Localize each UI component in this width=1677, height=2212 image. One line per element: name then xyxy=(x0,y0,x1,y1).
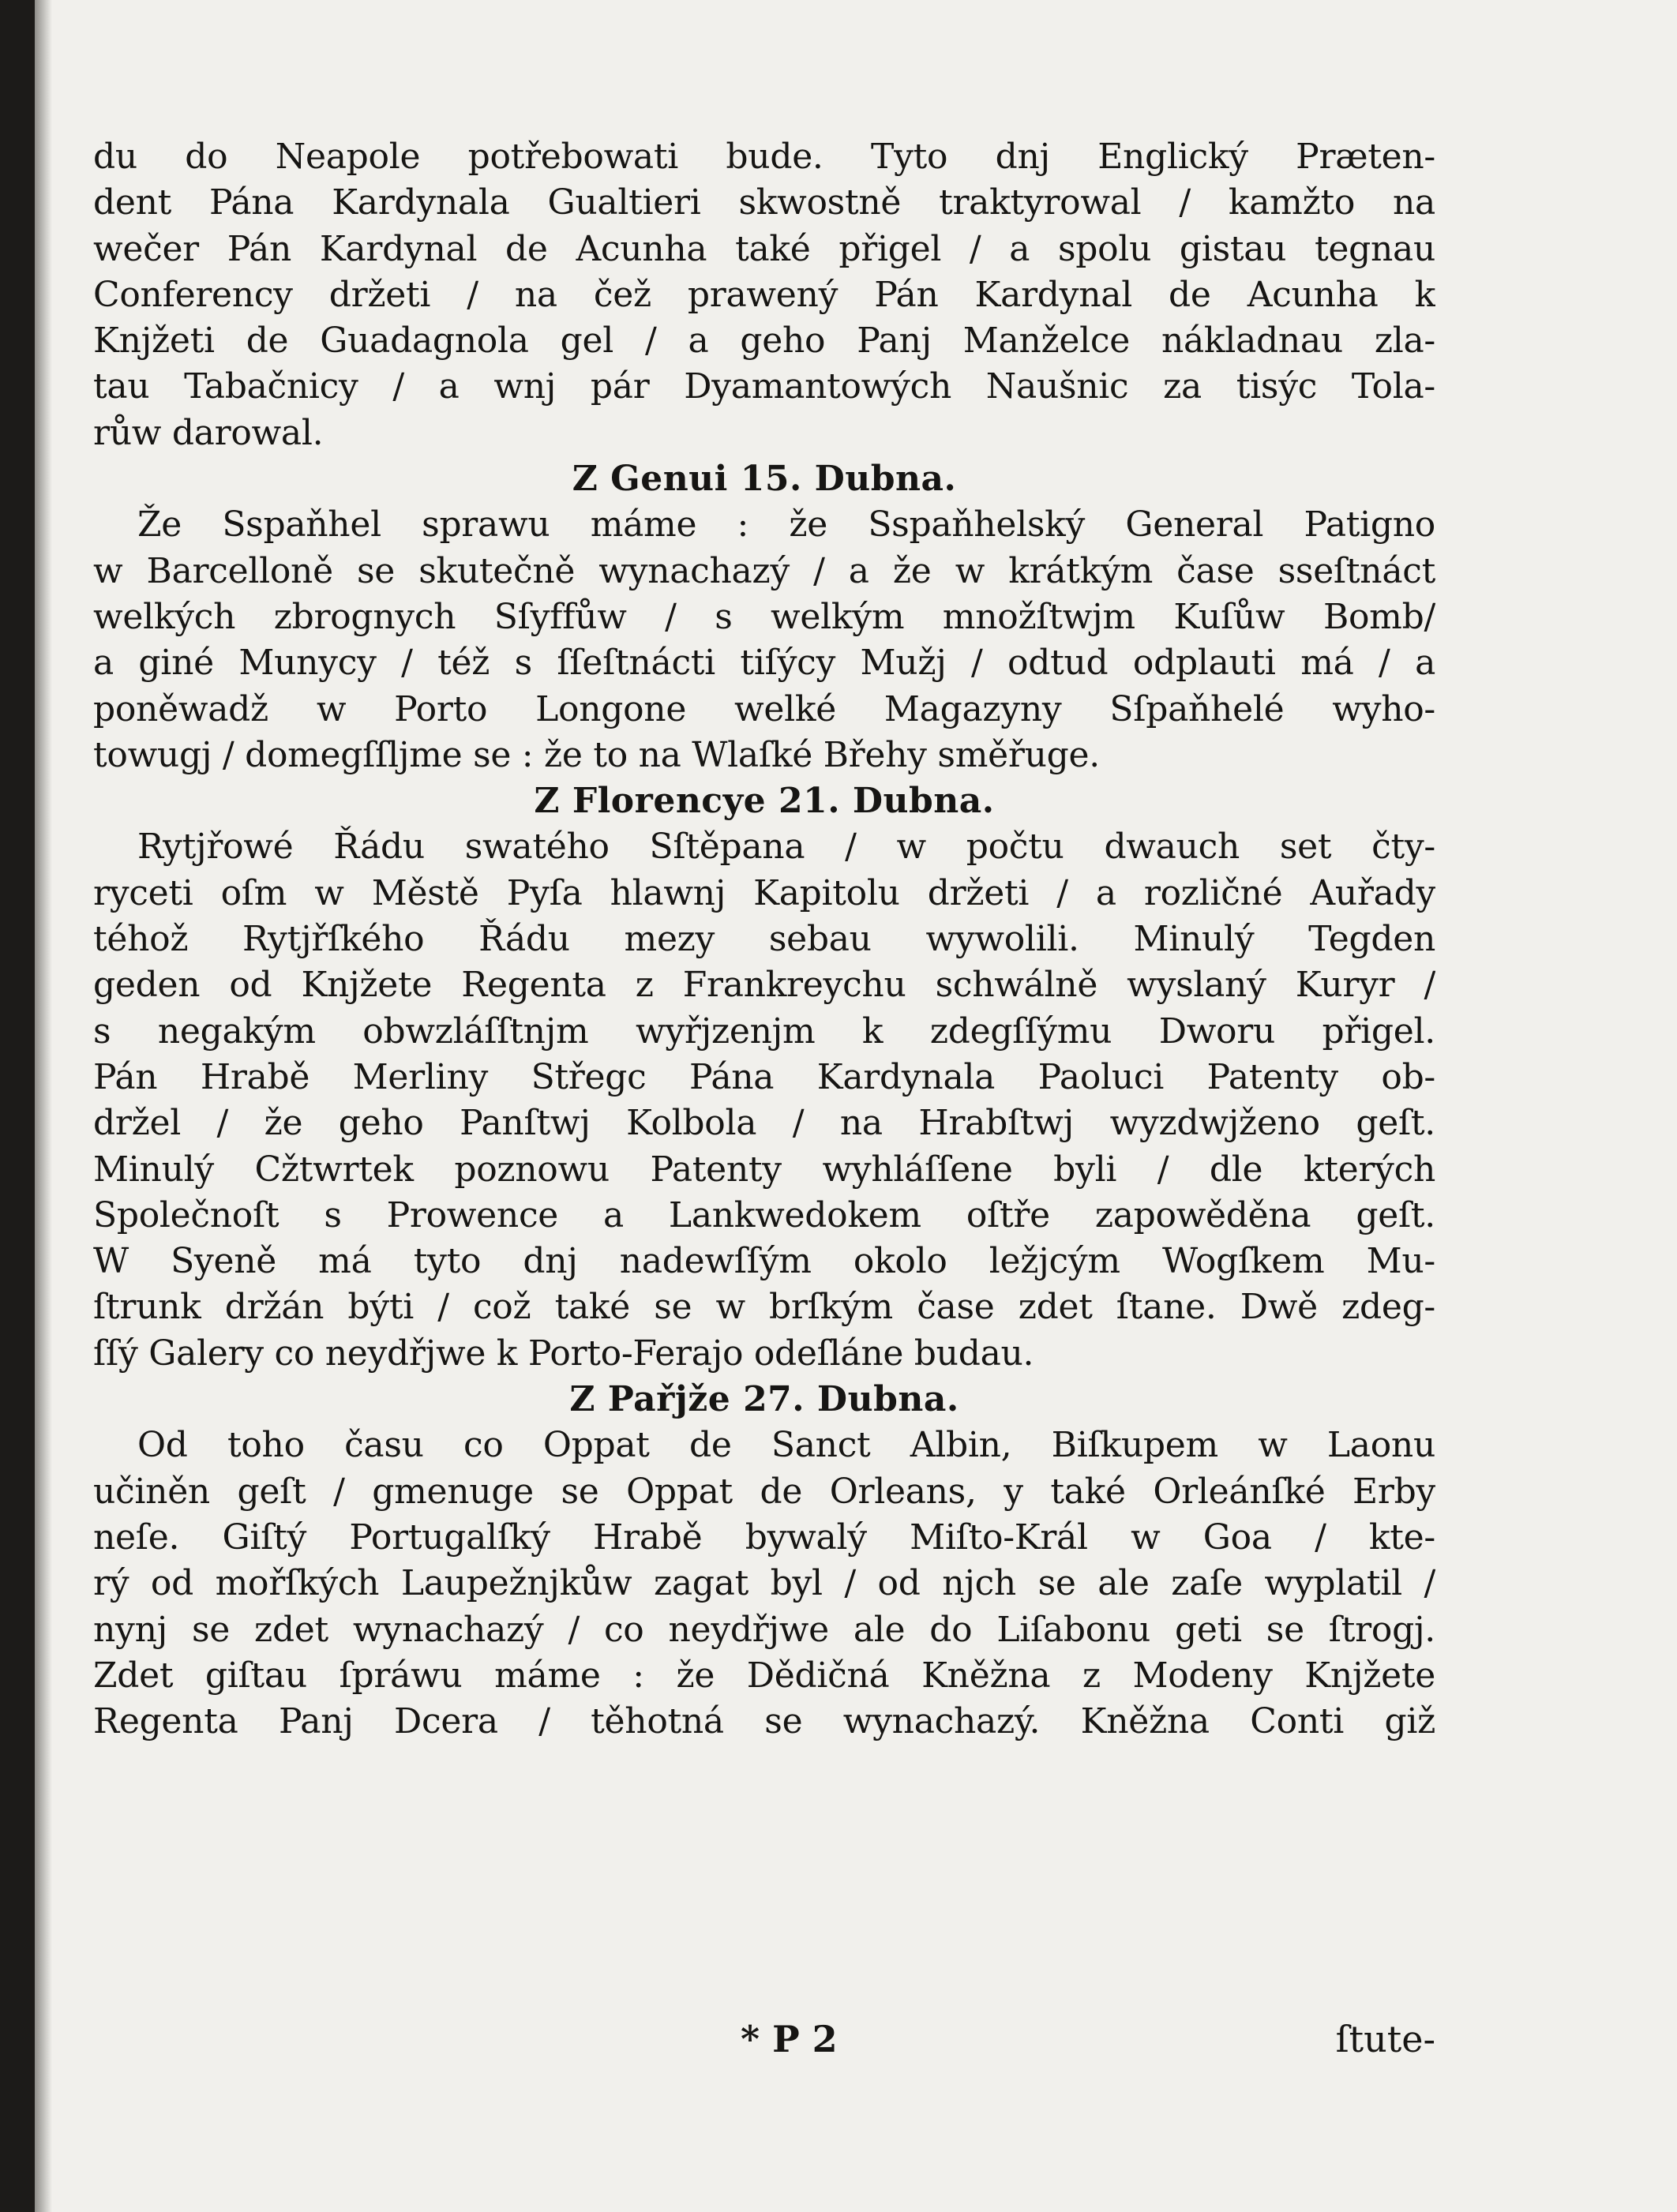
text-line: Zdet giſtau ſpráwu máme : že Dědičná Kněžna z Modeny Knjžete xyxy=(93,1655,1435,1696)
text-line: Knjžeti de Guadagnola gel / a geho Panj Manželce nákladnau zla- xyxy=(93,321,1435,362)
text-line: Regenta Panj Dcera / těhotná se wynachazý. Kněžna Conti giž xyxy=(93,1701,1435,1742)
text-line: a giné Munycy / též s ſſeſtnácti tiſýcy Mužj / odtud odplauti má / a xyxy=(93,643,1435,684)
section-genoa xyxy=(93,456,1435,778)
text-line: Rytjřowé Řádu swatého Sſtěpana / w počtu dwauch set čty- xyxy=(137,827,1435,868)
text-line: Pán Hrabě Merliny Střegc Pána Kardynala Paoluci Patenty ob- xyxy=(93,1056,1435,1097)
page-gutter-shadow xyxy=(35,0,52,2212)
text-line: ſtrunk držán býti / což také se w brſkým čase zdet ſtane. Dwě zdeg- xyxy=(93,1287,1435,1328)
text-line: du do Neapole potřebowati bude. Tyto dnj Englický Præten- xyxy=(93,137,1435,177)
text-line: s negakým obwzláſſtnjm wyřjzenjm k zdegſſýmu Dworu přigel. xyxy=(93,1010,1435,1052)
text-line: welkých zbrognych Sſyffůw / s welkým množſtwjm Kuſůw Bomb/ xyxy=(93,596,1435,637)
text-line: růw darowal. xyxy=(93,412,324,453)
catchword: ſtute- xyxy=(1335,2018,1435,2060)
text-line: Společnoſt s Prowence a Lankwedokem oſtře zapowěděna geſt. xyxy=(93,1194,1435,1235)
text-line: w Barcelloně se skutečně wynachazý / a že w krátkým čase sseſtnáct xyxy=(93,550,1435,591)
section-heading: Z Pařjže 27. Dubna. xyxy=(569,1379,959,1420)
text-line: tau Tabačnicy / a wnj pár Dyamantowých Naušnic za tisýc Tola- xyxy=(93,366,1435,407)
signature-mark: * P 2 xyxy=(741,2018,838,2060)
text-line: učiněn geſt / gmenuge se Oppat de Orleans, y také Orleánſké Erby xyxy=(93,1471,1435,1512)
page-footer xyxy=(93,2018,1435,2068)
text-line: dent Pána Kardynala Gualtieri skwostně traktyrowal / kamžto na xyxy=(93,182,1435,223)
section-paris xyxy=(93,1377,1435,1745)
text-line: držel / že geho Panſtwj Kolbola / na Hrabſtwj wyzdwjženo geſt. xyxy=(93,1103,1435,1144)
text-line: towugj / domegſſljme se : že to na Wlaſké Břehy směřuge. xyxy=(93,734,1100,775)
text-line: neſe. Giſtý Portugalſký Hrabě bywalý Miſto-Král w Goa / kte- xyxy=(93,1517,1435,1558)
text-line: geden od Knjžete Regenta z Frankreychu schwálně wyslaný Kuryr / xyxy=(93,965,1435,1006)
text-line: rý od mořſkých Laupežnjkůw zagat byl / od njch se ale zaſe wyplatil / xyxy=(93,1563,1435,1604)
text-line: W Syeně má tyto dnj nadewſſým okolo ležjcým Wogſkem Mu- xyxy=(93,1241,1435,1282)
text-line: ſſý Galery co neydřjwe k Porto-Ferajo odeſláne budau. xyxy=(93,1333,1034,1374)
section-heading: Z Genui 15. Dubna. xyxy=(572,459,957,500)
book-binding-edge xyxy=(0,0,35,2212)
text-line: Od toho času co Oppat de Sanct Albin, Biſkupem w Laonu xyxy=(137,1425,1435,1466)
printed-text-block xyxy=(93,134,1435,1745)
text-line: ryceti oſm w Městě Pyſa hlawnj Kapitolu držeti / a rozličné Auřady xyxy=(93,872,1435,913)
text-line: nynj se zdet wynachazý / co neydřjwe ale do Liſabonu geti se ſtrogj. xyxy=(93,1609,1435,1650)
intro-paragraph xyxy=(93,134,1435,456)
section-florence xyxy=(93,778,1435,1377)
text-line: poněwadž w Porto Longone welké Magazyny Sſpaňhelé wyho- xyxy=(93,688,1435,729)
text-line: Conferency držeti / na čež prawený Pán Kardynal de Acunha k xyxy=(93,274,1435,315)
text-line: wečer Pán Kardynal de Acunha také přigel / a spolu gistau tegnau xyxy=(93,228,1435,269)
text-line: téhož Rytjřſkého Řádu mezy sebau wywolili. Minulý Tegden xyxy=(93,919,1435,960)
text-line: Že Sspaňhel sprawu máme : že Sspaňhelský General Patigno xyxy=(137,504,1435,546)
section-heading: Z Florencye 21. Dubna. xyxy=(534,781,995,822)
text-line: Minulý Cžtwrtek poznowu Patenty wyhláſſene byli / dle kterých xyxy=(93,1149,1435,1190)
